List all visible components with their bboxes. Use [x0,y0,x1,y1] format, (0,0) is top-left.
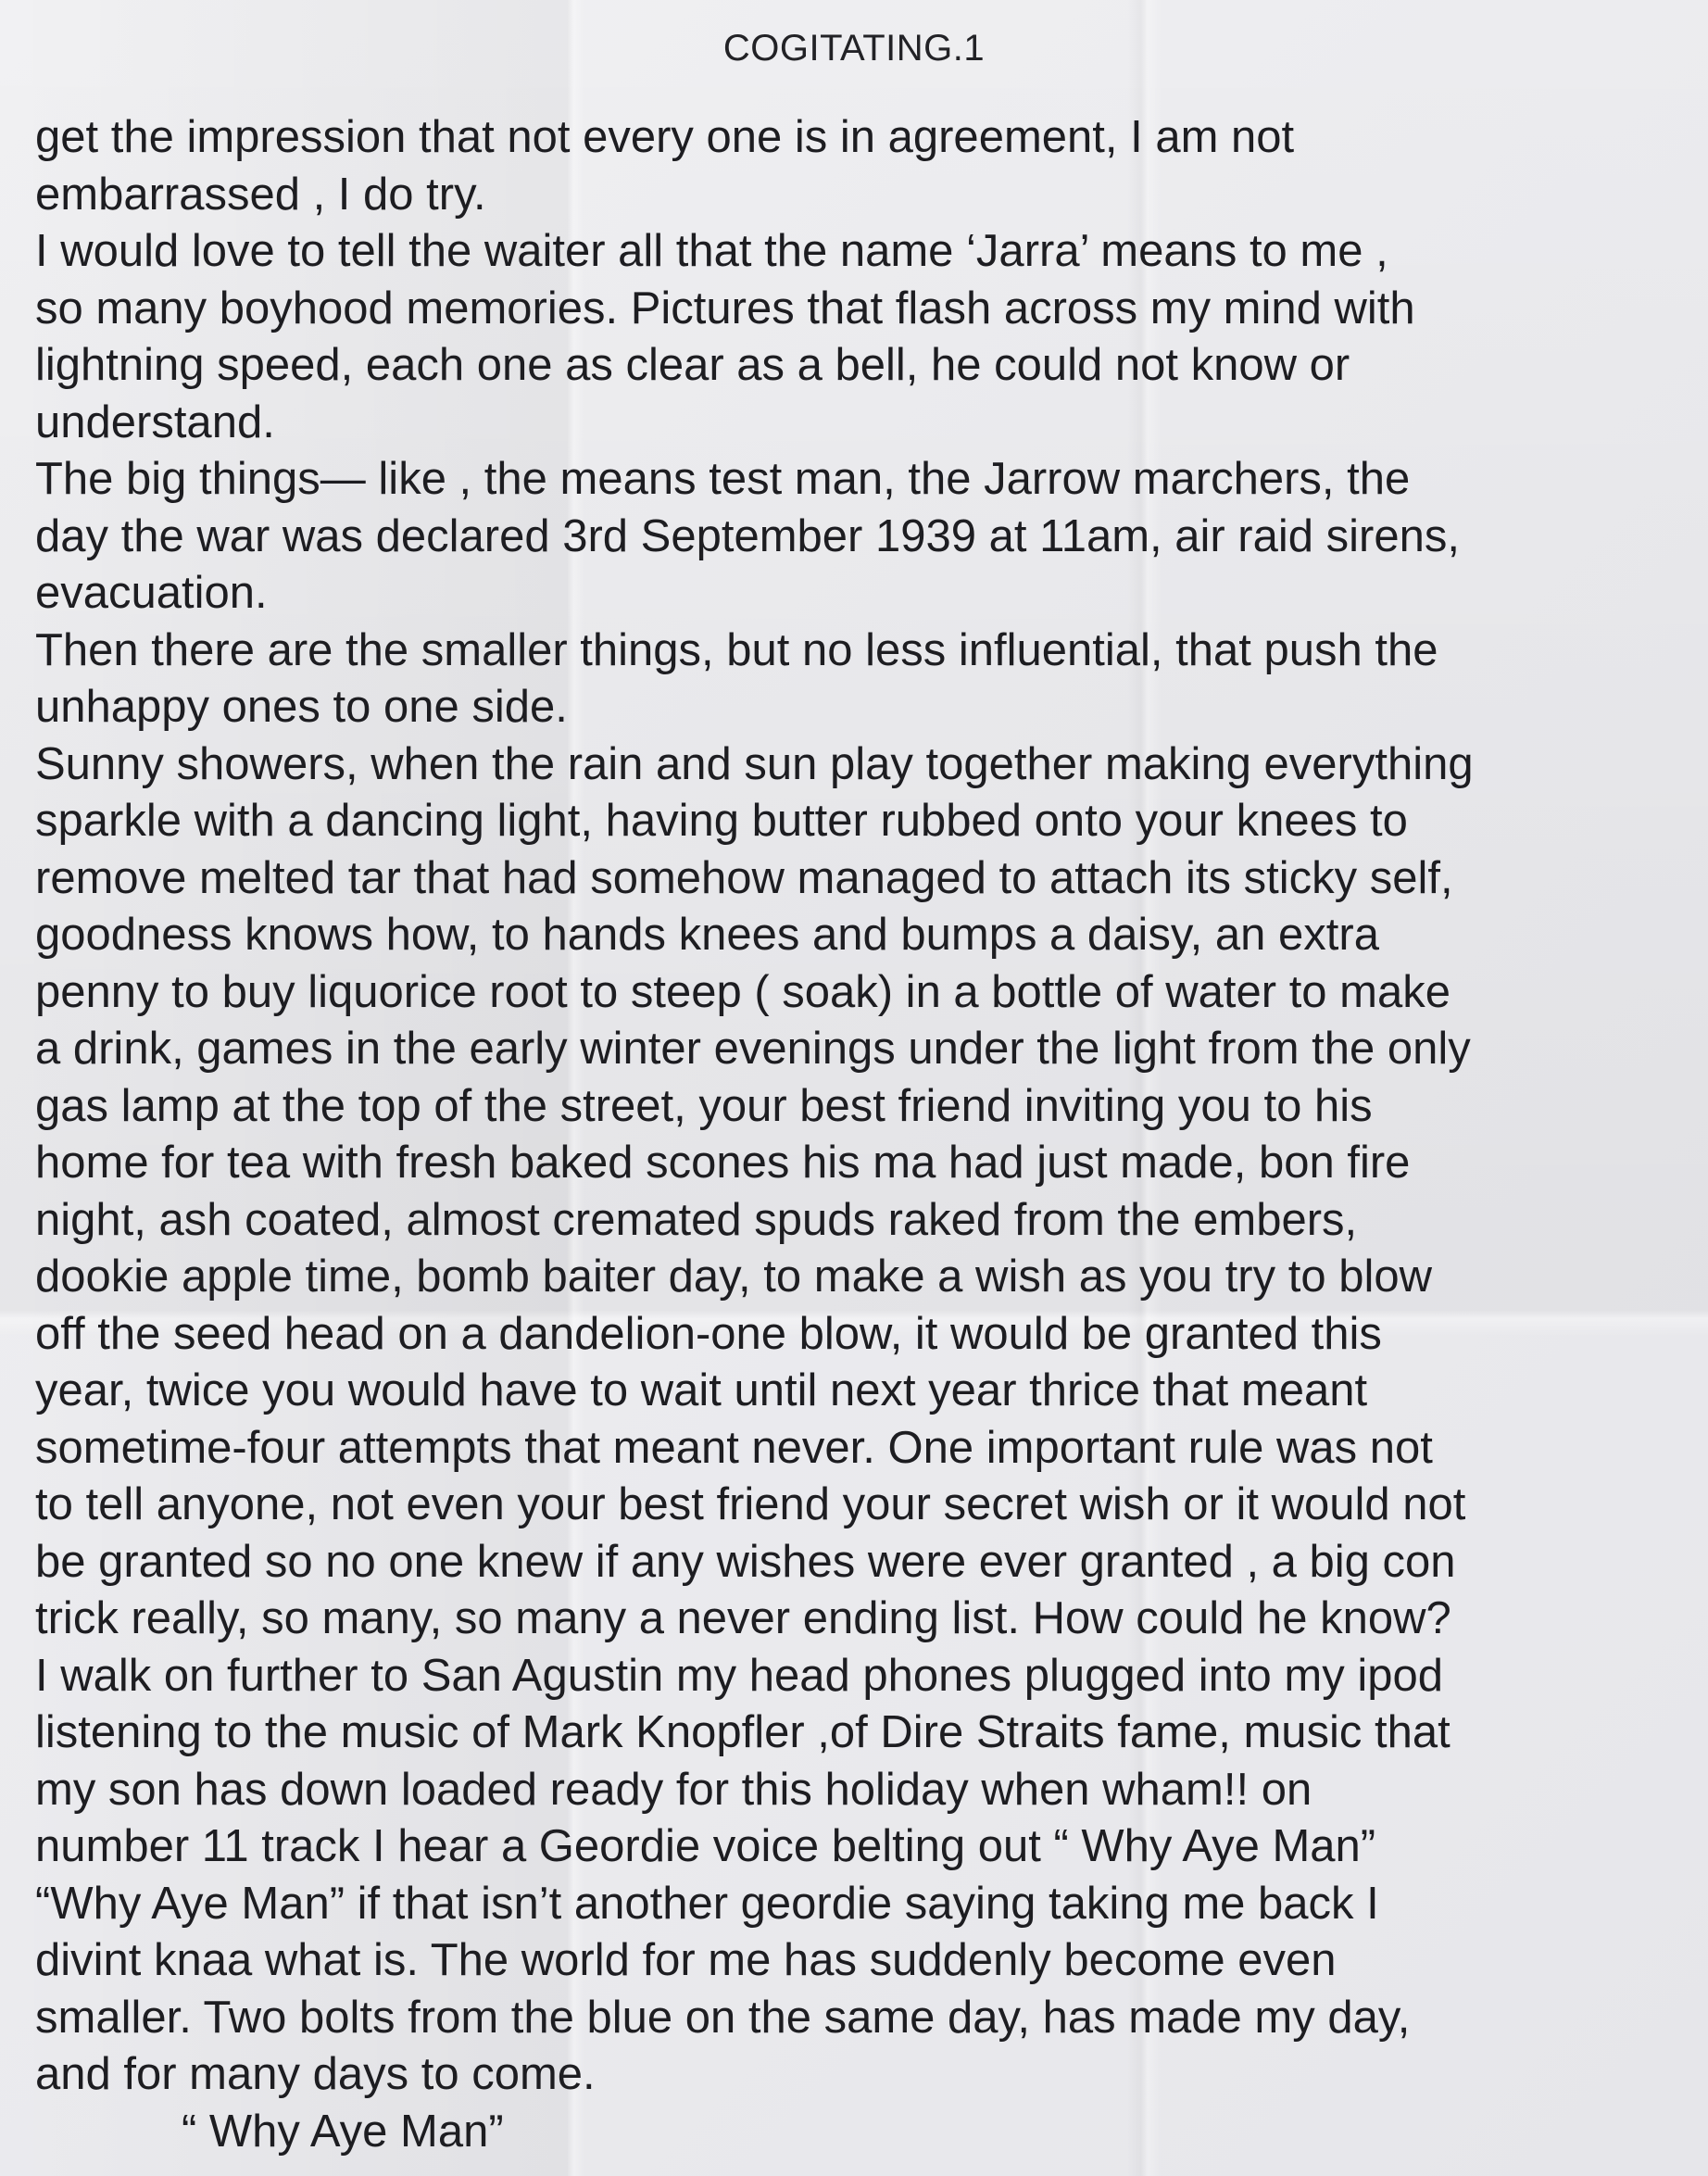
text-line: lightning speed, each one as clear as a bell, he could not know or [35,340,1350,390]
text-line: “Why Aye Man” if that isn’t another geordie saying taking me back I [35,1878,1379,1929]
text-line: Then there are the smaller things, but no less influential, that push the [35,624,1438,675]
text-line: be granted so no one knew if any wishes were ever granted , a big con [35,1536,1456,1587]
text-line: listening to the music of Mark Knopfler ,of Dire Straits fame, music that [35,1707,1451,1757]
text-line: goodness knows how, to hands knees and bumps a daisy, an extra [35,910,1379,960]
text-line: get the impression that not every one is in agreement, I am not [35,112,1295,162]
text-line: gas lamp at the top of the street, your best friend inviting you to his [35,1080,1373,1131]
text-line: sparkle with a dancing light, having butter rubbed onto your knees to [35,796,1408,846]
text-line: remove melted tar that had somehow managed to attach its sticky self, [35,852,1453,903]
text-line: Sunny showers, when the rain and sun play together making everything [35,738,1474,789]
text-line: embarrassed , I do try. [35,169,486,220]
text-line: a drink, games in the early winter evenings under the light from the only [35,1024,1471,1074]
text-line: I would love to tell the waiter all that the name ‘Jarra’ means to me , [35,226,1388,276]
text-line: trick really, so many, so many a never ending list. How could he know? [35,1593,1451,1643]
text-line: year, twice you would have to wait until next year thrice that meant [35,1365,1368,1415]
text-line: night, ash coated, almost cremated spuds raked from the embers, [35,1194,1358,1245]
text-line: I walk on further to San Agustin my head phones plugged into my ipod [35,1650,1443,1701]
text-line: sometime-four attempts that meant never. One important rule was not [35,1422,1433,1473]
text-line: to tell anyone, not even your best friend your secret wish or it would not [35,1479,1466,1529]
text-line: home for tea with fresh baked scones his ma had just made, bon fire [35,1138,1411,1188]
text-line: unhappy ones to one side. [35,682,568,732]
text-line: off the seed head on a dandelion-one blow, it would be granted this [35,1308,1382,1359]
text-line: understand. [35,396,275,447]
letter-body [35,109,1684,2160]
text-line: my son has down loaded ready for this holiday when wham!! on [35,1764,1312,1815]
closing-line: “ Why Aye Man” [182,2106,504,2157]
text-line: smaller. Two bolts from the blue on the same day, has made my day, [35,1992,1411,2043]
text-line: penny to buy liquorice root to steep ( soak) in a bottle of water to make [35,966,1451,1017]
text-line: divint knaa what is. The world for me has suddenly become even [35,1935,1337,1985]
text-line: and for many days to come. [35,2049,596,2099]
text-line: dookie apple time, bomb baiter day, to make a wish as you try to blow [35,1252,1432,1302]
text-line: number 11 track I hear a Geordie voice belting out “ Why Aye Man” [35,1821,1376,1871]
text-line: day the war was declared 3rd September 1939 at 11am, air raid sirens, [35,510,1460,561]
page-title: COGITATING.1 [722,28,986,69]
text-line: so many boyhood memories. Pictures that flash across my mind with [35,283,1415,333]
text-line: The big things— like , the means test man, the Jarrow marchers, the [35,454,1411,504]
text-line: evacuation. [35,568,268,618]
